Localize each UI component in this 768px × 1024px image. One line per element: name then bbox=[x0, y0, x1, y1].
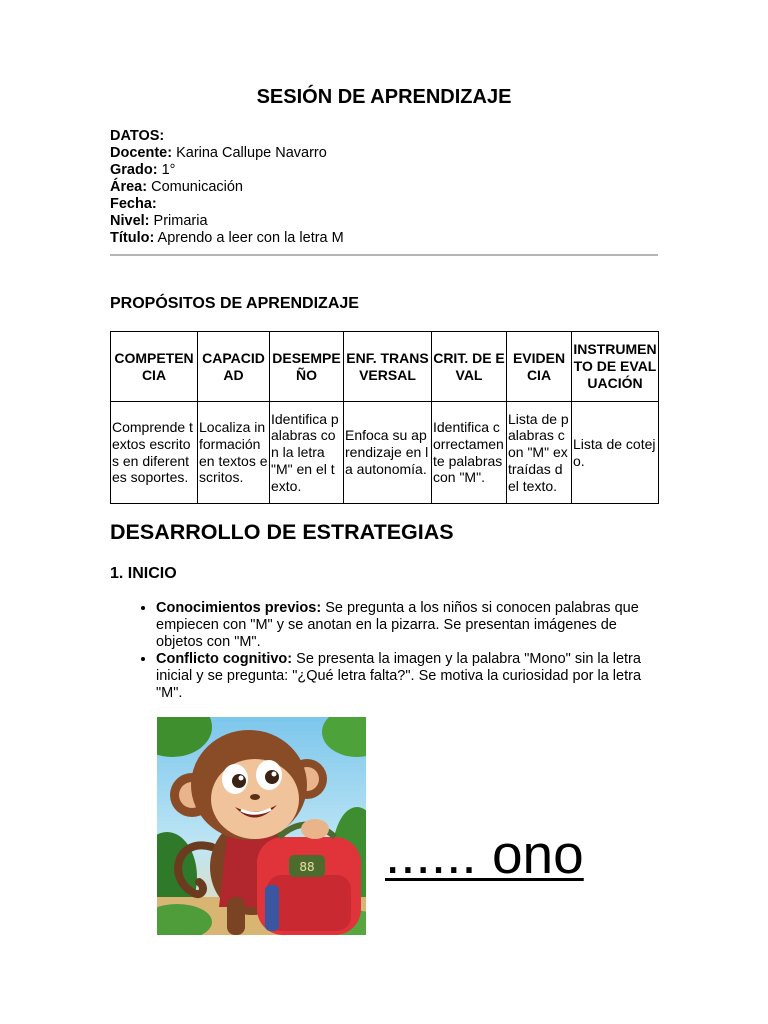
table-cell: Lista de cotejo. bbox=[572, 402, 659, 504]
table-header-cell: CAPACIDAD bbox=[198, 332, 270, 402]
datos-section bbox=[110, 128, 344, 247]
nivel-label: Nivel: bbox=[110, 213, 150, 229]
grado-label: Grado: bbox=[110, 162, 158, 178]
table-header-cell: EVIDENCIA bbox=[507, 332, 572, 402]
table-cell: Identifica palabras con la letra "M" en el texto. bbox=[270, 402, 344, 504]
area-label: Área: bbox=[110, 179, 148, 195]
area-value: Comunicación bbox=[151, 179, 243, 195]
propositos-heading: PROPÓSITOS DE APRENDIZAJE bbox=[110, 295, 359, 312]
desarrollo-heading: DESARROLLO DE ESTRATEGIAS bbox=[110, 520, 454, 544]
table-cell: Localiza información en textos escritos. bbox=[198, 402, 270, 504]
item-text: Se presenta la imagen y la palabra "Mono" sin la letra inicial y se pregunta: "¿Qué letra falta?". Se motiva la curiosidad por la letra "M". bbox=[156, 651, 642, 701]
table-header-cell: ENF. TRANSVERSAL bbox=[344, 332, 432, 402]
titulo-value: Aprendo a leer con la letra M bbox=[157, 230, 344, 246]
inicio-list bbox=[110, 600, 658, 702]
table-header-cell: INSTRUMENTO DE EVALUACIÓN bbox=[572, 332, 659, 402]
titulo-label: Título: bbox=[110, 230, 155, 246]
list-item bbox=[156, 651, 658, 702]
fill-in-word: ...... ono bbox=[385, 823, 584, 885]
nivel-value: Primaria bbox=[153, 213, 208, 229]
datos-heading: DATOS: bbox=[110, 128, 165, 144]
propositos-table bbox=[110, 331, 659, 504]
fecha-label: Fecha: bbox=[110, 196, 157, 212]
svg-text:88: 88 bbox=[299, 860, 315, 874]
table-cell: Identifica correctamente palabras con "M". bbox=[432, 402, 507, 504]
table-cell: Lista de palabras con "M" extraídas del texto. bbox=[507, 402, 572, 504]
table-row bbox=[111, 402, 659, 504]
table-header-row bbox=[111, 332, 659, 402]
item-text: Se pregunta a los niños si conocen palabras que empiecen con "M" y se anotan en la pizarra. Se presentan imágenes de objetos con "M". bbox=[156, 600, 639, 650]
table-header-cell: CRIT. DE EVAL bbox=[432, 332, 507, 402]
list-item bbox=[156, 600, 658, 651]
monkey-illustration bbox=[157, 717, 366, 935]
docente-label: Docente: bbox=[110, 145, 173, 161]
table-cell: Enfoca su aprendizaje en la autonomía. bbox=[344, 402, 432, 504]
item-label: Conflicto cognitivo: bbox=[156, 651, 293, 667]
section-divider bbox=[110, 254, 658, 256]
table-header-cell: COMPETENCIA bbox=[111, 332, 198, 402]
inicio-heading: 1. INICIO bbox=[110, 565, 177, 582]
docente-value: Karina Callupe Navarro bbox=[176, 145, 327, 161]
table-cell: Comprende textos escritos en diferentes soportes. bbox=[111, 402, 198, 504]
item-label: Conocimientos previos: bbox=[156, 600, 322, 616]
grado-value: 1° bbox=[161, 162, 176, 178]
table-header-cell: DESEMPEÑO bbox=[270, 332, 344, 402]
page-title: SESIÓN DE APRENDIZAJE bbox=[256, 86, 512, 108]
